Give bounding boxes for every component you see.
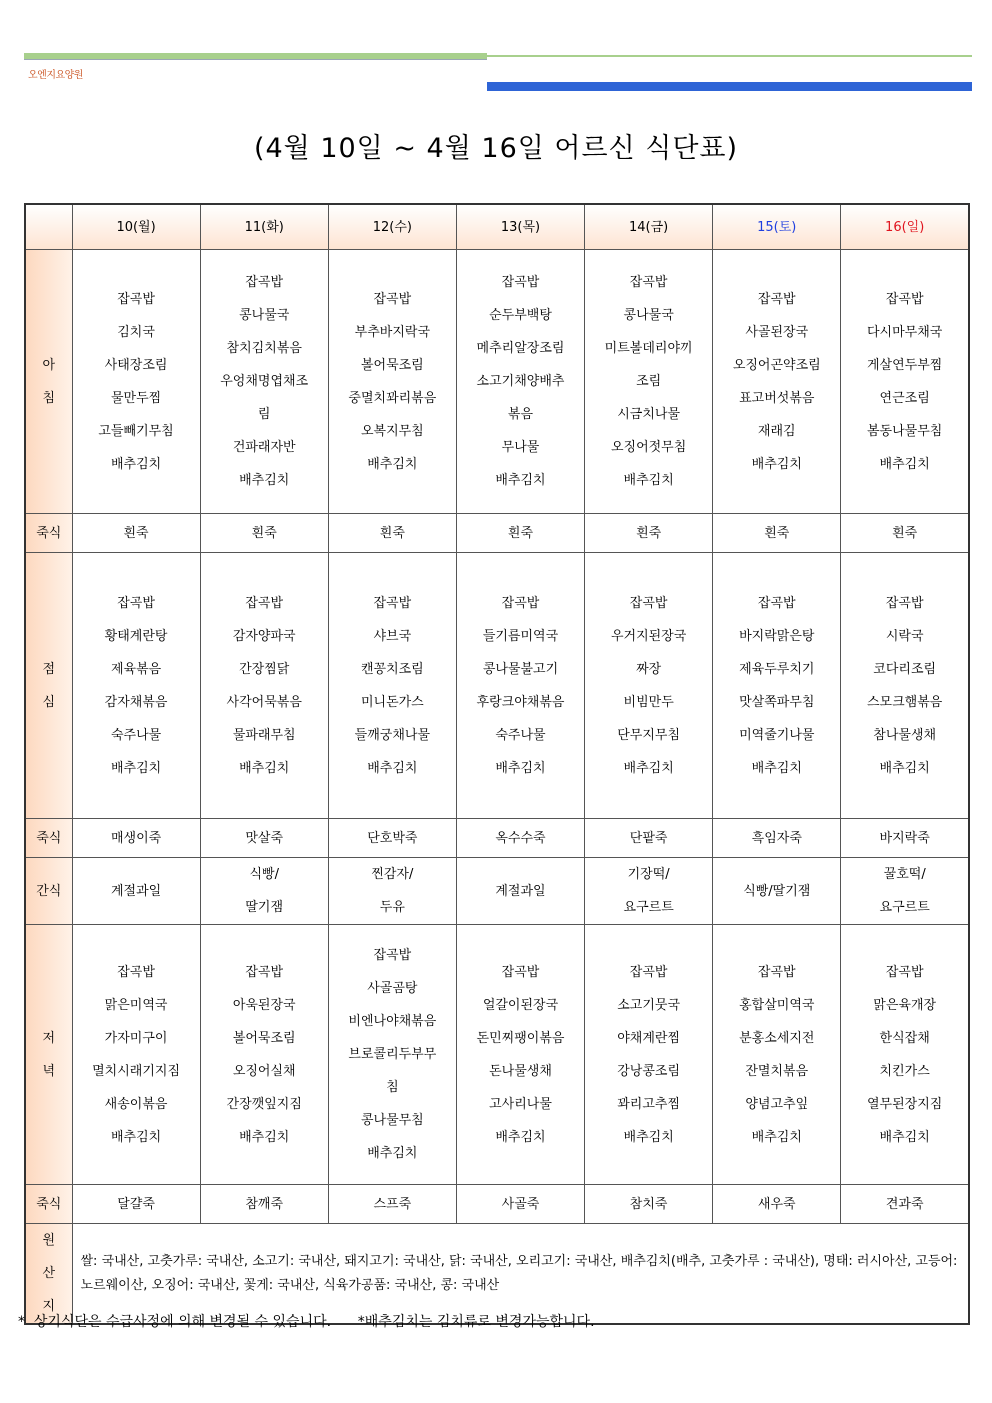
menu-item: 꽈리고추찜 <box>617 1096 681 1112</box>
menu-item: 바지락맑은탕 <box>739 628 815 644</box>
menu-item: 조림 <box>636 374 662 389</box>
menu-item: 황태계란탕 <box>104 628 168 644</box>
menu-item: 재래김 <box>757 423 796 439</box>
menu-item: 제육두루치기 <box>739 661 815 677</box>
menu-item: 배추김치 <box>751 1129 802 1145</box>
breakfast_porridge-cell: 흰죽 <box>456 514 584 553</box>
lunch-cell <box>328 553 456 819</box>
lunch-cell <box>585 553 713 819</box>
lunch-cell <box>456 553 584 819</box>
day-header: 11(화) <box>200 204 328 250</box>
menu-item: 후랑크야채볶음 <box>476 694 565 710</box>
menu-item: 잡곡밥 <box>757 595 796 611</box>
dinner_porridge-cell: 사골죽 <box>456 1185 584 1224</box>
menu-item: 시금치나물 <box>617 407 681 422</box>
menu-item: 맑은미역국 <box>104 997 168 1013</box>
menu-item: 사골된장국 <box>745 324 809 340</box>
row-label-char: 산 <box>42 1266 56 1281</box>
snack-cell <box>841 858 969 925</box>
snack-cell <box>200 858 328 925</box>
day-header: 15(토) <box>713 204 841 250</box>
lunch_porridge-cell: 단호박죽 <box>328 819 456 858</box>
header-bar-line <box>24 59 487 60</box>
menu-item: 표고버섯볶음 <box>739 390 815 406</box>
menu-item: 침 <box>386 1080 399 1095</box>
menu-item: 잡곡밥 <box>373 291 412 307</box>
menu-item: 배추김치 <box>367 760 418 776</box>
menu-item: 계절과일 <box>495 883 546 899</box>
menu-item: 계절과일 <box>110 883 162 899</box>
dinner_porridge-cell: 달걀죽 <box>72 1185 200 1224</box>
snack-cell <box>72 858 200 925</box>
footnote: * 상기식단은 수급사정에 의해 변경될 수 있습니다. *배추김치는 김치류로 변경가능합니다. <box>18 1314 595 1330</box>
menu-item: 샤브국 <box>373 628 412 644</box>
menu-item: 잔멸치볶음 <box>745 1063 809 1079</box>
menu-item: 순두부백탕 <box>489 308 552 323</box>
menu-item: 잡곡밥 <box>245 275 284 290</box>
menu-item: 무나물 <box>501 440 540 455</box>
menu-item: 치킨가스 <box>879 1063 930 1079</box>
breakfast-cell <box>456 250 584 514</box>
dinner-cell <box>456 925 584 1185</box>
menu-item: 홍합살미역국 <box>739 997 815 1013</box>
snack-row <box>25 858 969 925</box>
menu-item: 맛살쪽파무침 <box>739 694 815 710</box>
dinner-cell <box>585 925 713 1185</box>
menu-item: 딸기잼 <box>245 900 284 915</box>
menu-item: 오징어곤약조림 <box>732 357 821 373</box>
menu-item: 오징어실채 <box>232 1063 296 1079</box>
dinner_porridge-row <box>25 1185 969 1224</box>
menu-item: 요구르트 <box>623 900 674 915</box>
row-label-char: 지 <box>42 1299 56 1314</box>
row-label-char: 침 <box>42 390 56 406</box>
origin-info: 쌀: 국내산, 고춧가루: 국내산, 소고기: 국내산, 돼지고기: 국내산, 닭: 국내산, 오리고기: 국내산, 배추김치(배추, 고춧가루 : 국내산), 명태: 러시아산, 고등어: 노르웨이산, 오징어: 국내산, 꽃게: 국내산, 식육가공품: 국내산, 콩: 국내산 <box>72 1224 969 1325</box>
day-header: 14(금) <box>585 204 713 250</box>
day-header-row <box>25 204 969 250</box>
menu-item: 단무지무침 <box>617 727 681 743</box>
row-label-char: 저 <box>42 1030 56 1046</box>
menu-item: 잡곡밥 <box>885 964 924 980</box>
menu-item: 미니돈가스 <box>360 694 424 710</box>
snack-cell <box>456 858 584 925</box>
menu-item: 우거지된장국 <box>610 628 687 644</box>
menu-item: 잡곡밥 <box>501 595 540 611</box>
menu-item: 잡곡밥 <box>373 948 412 963</box>
menu-item: 미트볼데리야끼 <box>604 341 693 356</box>
breakfast-cell <box>328 250 456 514</box>
menu-item: 식빵/딸기잼 <box>743 883 811 899</box>
dinner-cell <box>72 925 200 1185</box>
menu-item: 배추김치 <box>495 760 546 776</box>
menu-item: 돈민찌팽이볶음 <box>476 1030 565 1046</box>
menu-item: 잡곡밥 <box>117 964 155 980</box>
menu-item: 숙주나물 <box>495 727 546 743</box>
menu-item: 배추김치 <box>110 1129 162 1145</box>
breakfast_porridge-cell: 흰죽 <box>72 514 200 553</box>
menu-item: 비엔나야채볶음 <box>348 1014 437 1029</box>
menu-item: 아욱된장국 <box>232 997 296 1013</box>
dinner_porridge-cell: 새우죽 <box>713 1185 841 1224</box>
menu-item: 강낭콩조림 <box>617 1063 681 1079</box>
menu-item: 식빵/ <box>249 867 279 882</box>
day-header: 10(월) <box>72 204 200 250</box>
menu-item: 소고기채양배추 <box>476 374 565 389</box>
row-label-char: 원 <box>42 1233 56 1248</box>
menu-item: 고들빼기무침 <box>98 423 174 439</box>
dinner-row <box>25 925 969 1185</box>
menu-item: 열무된장지짐 <box>866 1096 943 1112</box>
menu-item: 물파래무침 <box>232 727 296 743</box>
menu-item: 양념고추잎 <box>745 1096 809 1112</box>
menu-item: 메추리알장조림 <box>476 341 565 356</box>
menu-item: 두유 <box>379 900 405 915</box>
menu-item: 캔꽁치조림 <box>360 661 424 677</box>
menu-item: 잡곡밥 <box>885 291 924 307</box>
menu-item: 잡곡밥 <box>501 275 540 290</box>
menu-item: 스모크햄볶음 <box>866 694 943 710</box>
menu-item: 잡곡밥 <box>757 964 796 980</box>
menu-table <box>24 203 970 1325</box>
menu-item: 야채계란찜 <box>617 1030 681 1046</box>
breakfast-cell <box>72 250 200 514</box>
menu-item: 게살연두부찜 <box>866 357 943 373</box>
dinner-cell <box>200 925 328 1185</box>
menu-item: 콩나물무침 <box>360 1113 424 1128</box>
lunch_porridge-cell: 옥수수죽 <box>456 819 584 858</box>
menu-item: 잡곡밥 <box>117 595 155 611</box>
menu-item: 배추김치 <box>110 760 162 776</box>
header-bar-blue <box>487 82 972 91</box>
lunch-cell <box>713 553 841 819</box>
menu-item: 참나물생채 <box>873 727 937 743</box>
lunch-cell <box>200 553 328 819</box>
menu-item: 분홍소세지전 <box>739 1030 815 1046</box>
row-label-char: 심 <box>42 694 56 710</box>
menu-item: 연근조림 <box>879 390 930 406</box>
menu-item: 오징어젓무침 <box>610 440 687 455</box>
menu-item: 한식잡채 <box>879 1030 930 1046</box>
row-label: 죽식 <box>25 1185 72 1224</box>
menu-item: 가자미구이 <box>104 1030 168 1046</box>
row-label <box>25 553 72 819</box>
menu-item: 멸치시래기지짐 <box>92 1063 181 1079</box>
row-label: 간식 <box>25 858 72 925</box>
dinner-cell <box>328 925 456 1185</box>
menu-item: 감자채볶음 <box>104 694 168 710</box>
lunch-row <box>25 553 969 819</box>
menu-item: 배추김치 <box>879 760 930 776</box>
breakfast-cell <box>713 250 841 514</box>
brand-logo-text: 오엔지요양원 <box>28 70 83 81</box>
page-title: (4월 10일 ~ 4월 16일 어르신 식단표) <box>253 133 739 164</box>
origin-row <box>25 1224 969 1325</box>
menu-item: 맑은육개장 <box>873 997 937 1013</box>
menu-item: 시락국 <box>885 628 924 644</box>
breakfast_porridge-row <box>25 514 969 553</box>
menu-item: 배추김치 <box>623 473 674 488</box>
lunch_porridge-row <box>25 819 969 858</box>
menu-item: 물만두찜 <box>110 390 162 406</box>
breakfast-cell <box>585 250 713 514</box>
menu-item: 꿀호떡/ <box>883 867 926 882</box>
menu-item: 배추김치 <box>751 760 802 776</box>
dinner_porridge-cell: 견과죽 <box>841 1185 969 1224</box>
menu-item: 오복지무침 <box>360 423 424 439</box>
menu-item: 배추김치 <box>110 456 162 472</box>
row-label: 죽식 <box>25 819 72 858</box>
menu-item: 다시마무채국 <box>866 324 943 340</box>
menu-item: 새송이볶음 <box>104 1096 168 1112</box>
menu-item: 잡곡밥 <box>757 291 796 307</box>
lunch_porridge-cell: 단팥죽 <box>585 819 713 858</box>
menu-item: 배추김치 <box>367 1146 418 1161</box>
row-label: 죽식 <box>25 514 72 553</box>
menu-item: 간장깻잎지짐 <box>226 1096 302 1112</box>
menu-item: 배추김치 <box>879 456 930 472</box>
menu-item: 브로콜리두부무 <box>348 1047 437 1062</box>
menu-item: 요구르트 <box>879 900 930 915</box>
menu-item: 배추김치 <box>239 473 290 488</box>
menu-item: 사태장조림 <box>104 357 168 373</box>
row-label <box>25 925 72 1185</box>
menu-item: 중멸치꽈리볶음 <box>348 390 437 406</box>
dinner-cell <box>713 925 841 1185</box>
menu-item: 들기름미역국 <box>482 628 559 644</box>
lunch_porridge-cell: 맛살죽 <box>200 819 328 858</box>
menu-item: 잡곡밥 <box>885 595 924 611</box>
menu-item: 코다리조림 <box>873 661 937 677</box>
dinner_porridge-cell: 참깨죽 <box>200 1185 328 1224</box>
menu-item: 잡곡밥 <box>629 275 668 290</box>
breakfast_porridge-cell: 흰죽 <box>585 514 713 553</box>
menu-item: 잡곡밥 <box>245 595 284 611</box>
menu-item: 잡곡밥 <box>117 291 155 307</box>
menu-item: 배추김치 <box>623 1129 674 1145</box>
menu-item: 배추김치 <box>367 456 418 472</box>
breakfast_porridge-cell: 흰죽 <box>328 514 456 553</box>
menu-item: 배추김치 <box>239 760 290 776</box>
lunch-cell <box>72 553 200 819</box>
menu-item: 림 <box>257 407 271 422</box>
snack-cell <box>713 858 841 925</box>
menu-item: 참치김치볶음 <box>226 341 302 356</box>
menu-item: 봄동나물무침 <box>866 423 943 439</box>
menu-item: 잡곡밥 <box>629 964 668 980</box>
breakfast_porridge-cell: 흰죽 <box>200 514 328 553</box>
day-header: 13(목) <box>456 204 584 250</box>
menu-item: 들깨궁채나물 <box>354 727 431 743</box>
menu-item: 잡곡밥 <box>245 964 284 980</box>
menu-item: 잡곡밥 <box>629 595 668 611</box>
header-bar-green-thin <box>487 55 972 57</box>
lunch_porridge-cell: 흑임자죽 <box>713 819 841 858</box>
day-header: 12(수) <box>328 204 456 250</box>
breakfast_porridge-cell: 흰죽 <box>713 514 841 553</box>
menu-item: 감자양파국 <box>232 628 296 644</box>
menu-item: 숙주나물 <box>110 727 162 743</box>
menu-item: 배추김치 <box>495 473 546 488</box>
breakfast-cell <box>841 250 969 514</box>
menu-item: 우엉채명엽채조 <box>220 374 309 389</box>
dinner_porridge-cell: 참치죽 <box>585 1185 713 1224</box>
menu-item: 배추김치 <box>879 1129 930 1145</box>
menu-item: 얼갈이된장국 <box>482 997 559 1013</box>
breakfast_porridge-cell: 흰죽 <box>841 514 969 553</box>
menu-item: 제육볶음 <box>110 661 162 677</box>
dinner-cell <box>841 925 969 1185</box>
menu-item: 고사리나물 <box>489 1096 552 1112</box>
menu-item: 기장떡/ <box>627 867 670 882</box>
menu-item: 볶음 <box>507 407 534 422</box>
menu-item: 짜장 <box>636 661 662 677</box>
menu-item: 비빔만두 <box>623 694 674 710</box>
lunch-cell <box>841 553 969 819</box>
menu-item: 찐감자/ <box>371 867 414 882</box>
menu-item: 사골곰탕 <box>367 981 418 996</box>
lunch_porridge-cell: 매생이죽 <box>72 819 200 858</box>
menu-item: 잡곡밥 <box>373 595 412 611</box>
menu-item: 잡곡밥 <box>501 964 540 980</box>
row-label <box>25 250 72 514</box>
row-label-char: 아 <box>42 357 56 373</box>
menu-item: 소고기뭇국 <box>617 997 681 1013</box>
breakfast-cell <box>200 250 328 514</box>
menu-item: 사각어묵볶음 <box>226 694 302 710</box>
menu-item: 건파래자반 <box>232 440 296 455</box>
lunch_porridge-cell: 바지락죽 <box>841 819 969 858</box>
menu-item: 콩나물국 <box>239 308 290 323</box>
dinner_porridge-cell: 스프죽 <box>328 1185 456 1224</box>
menu-item: 간장찜닭 <box>239 661 290 677</box>
menu-item: 배추김치 <box>239 1129 290 1145</box>
day-header: 16(일) <box>841 204 969 250</box>
menu-item: 김치국 <box>117 324 155 340</box>
menu-item: 부추바지락국 <box>354 324 431 340</box>
menu-item: 돈나물생채 <box>489 1063 552 1079</box>
menu-item: 미역줄기나물 <box>739 727 815 743</box>
menu-item: 배추김치 <box>623 760 674 776</box>
menu-item: 콩나물국 <box>623 308 674 323</box>
row-label-char: 점 <box>42 661 56 677</box>
menu-item: 배추김치 <box>751 456 802 472</box>
menu-item: 볼어묵조림 <box>232 1030 296 1046</box>
snack-cell <box>585 858 713 925</box>
row-label-char: 녁 <box>42 1063 56 1079</box>
row-label <box>25 1224 72 1325</box>
breakfast-row <box>25 250 969 514</box>
menu-item: 볼어묵조림 <box>360 357 424 373</box>
snack-cell <box>328 858 456 925</box>
corner-cell <box>25 204 72 250</box>
menu-item: 콩나물불고기 <box>482 661 559 677</box>
menu-item: 배추김치 <box>495 1129 546 1145</box>
